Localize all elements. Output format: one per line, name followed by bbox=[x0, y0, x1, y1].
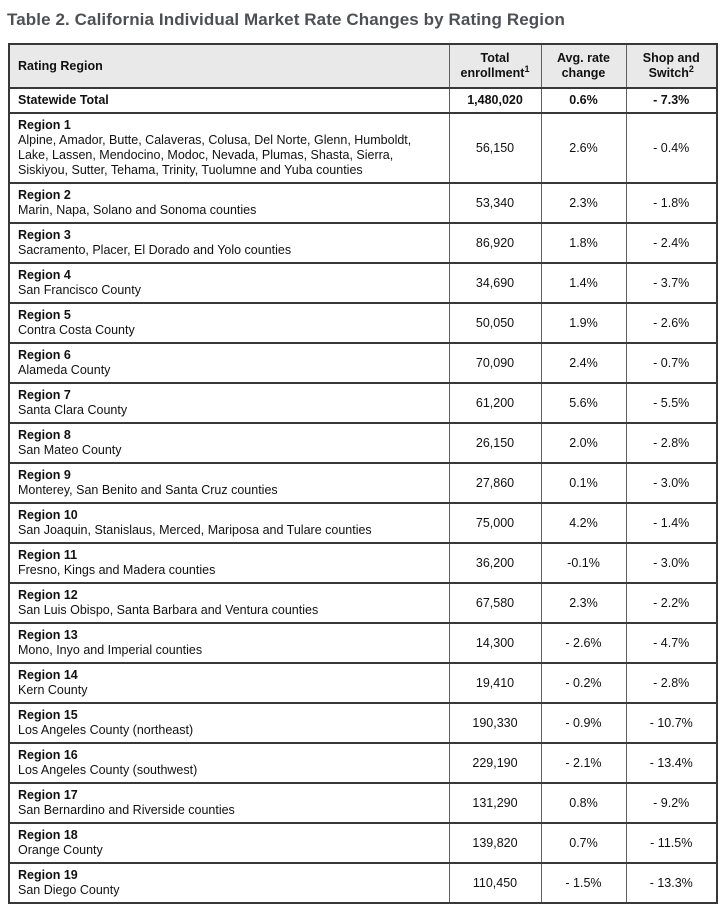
region-name: Region 3 bbox=[18, 228, 71, 242]
table-row bbox=[9, 343, 717, 383]
footnote-marker-2: 2 bbox=[688, 63, 694, 74]
region-counties: Marin, Napa, Solano and Sonoma counties bbox=[18, 203, 257, 217]
region-name: Region 6 bbox=[18, 348, 71, 362]
enrollment-value: 229,190 bbox=[449, 743, 541, 783]
enrollment-value: 14,300 bbox=[449, 623, 541, 663]
region-name: Region 18 bbox=[18, 828, 78, 842]
region-cell bbox=[9, 503, 449, 543]
table-row bbox=[9, 303, 717, 343]
shop-switch-value: - 3.7% bbox=[626, 263, 717, 303]
region-counties: Sacramento, Placer, El Dorado and Yolo counties bbox=[18, 243, 292, 257]
shop-switch-value: - 10.7% bbox=[626, 703, 717, 743]
rate-change-value: - 2.1% bbox=[541, 743, 626, 783]
table-row bbox=[9, 88, 717, 113]
region-counties: Contra Costa County bbox=[18, 323, 135, 337]
region-counties: San Mateo County bbox=[18, 443, 122, 457]
region-name: Region 13 bbox=[18, 628, 78, 642]
region-counties: Los Angeles County (southwest) bbox=[18, 763, 198, 777]
table-row bbox=[9, 263, 717, 303]
region-cell bbox=[9, 463, 449, 503]
enrollment-value: 190,330 bbox=[449, 703, 541, 743]
region-name: Region 10 bbox=[18, 508, 78, 522]
region-name: Statewide Total bbox=[18, 93, 109, 107]
footnote-marker-1: 1 bbox=[524, 63, 530, 74]
region-name: Region 7 bbox=[18, 388, 71, 402]
header-rate-line2: change bbox=[561, 66, 606, 80]
shop-switch-value: - 2.2% bbox=[626, 583, 717, 623]
region-cell bbox=[9, 223, 449, 263]
region-cell bbox=[9, 823, 449, 863]
table-row bbox=[9, 543, 717, 583]
rate-change-value: - 0.9% bbox=[541, 703, 626, 743]
region-name: Region 4 bbox=[18, 268, 71, 282]
enrollment-value: 70,090 bbox=[449, 343, 541, 383]
region-counties: Orange County bbox=[18, 843, 103, 857]
rate-change-value: 0.7% bbox=[541, 823, 626, 863]
table-row bbox=[9, 863, 717, 903]
rate-changes-table bbox=[8, 43, 718, 904]
header-row bbox=[9, 44, 717, 88]
table-row bbox=[9, 463, 717, 503]
enrollment-value: 50,050 bbox=[449, 303, 541, 343]
region-name: Region 1 bbox=[18, 118, 71, 132]
header-enrollment-line2: enrollment bbox=[460, 66, 525, 80]
region-counties: Monterey, San Benito and Santa Cruz counties bbox=[18, 483, 278, 497]
rate-change-value: 0.6% bbox=[541, 88, 626, 113]
table-row bbox=[9, 183, 717, 223]
enrollment-value: 86,920 bbox=[449, 223, 541, 263]
region-name: Region 11 bbox=[18, 548, 78, 562]
shop-switch-value: - 0.7% bbox=[626, 343, 717, 383]
region-counties: Fresno, Kings and Madera counties bbox=[18, 563, 216, 577]
shop-switch-value: - 2.4% bbox=[626, 223, 717, 263]
region-cell bbox=[9, 343, 449, 383]
shop-switch-value: - 3.0% bbox=[626, 543, 717, 583]
region-cell bbox=[9, 863, 449, 903]
region-counties: Los Angeles County (northeast) bbox=[18, 723, 194, 737]
enrollment-value: 61,200 bbox=[449, 383, 541, 423]
region-cell bbox=[9, 623, 449, 663]
region-counties: Kern County bbox=[18, 683, 88, 697]
region-counties: Alpine, Amador, Butte, Calaveras, Colusa, Del Norte, Glenn, Humboldt, Lake, Lassen, Mendocino, Modoc, Nevada, Plumas, Shasta, Sierra, Siskiyou, Sutter, Tehama, Trinity, Tuolumne and Yuba counties bbox=[18, 133, 412, 177]
table-row bbox=[9, 113, 717, 183]
enrollment-value: 19,410 bbox=[449, 663, 541, 703]
shop-switch-value: - 9.2% bbox=[626, 783, 717, 823]
shop-switch-value: - 3.0% bbox=[626, 463, 717, 503]
region-counties: Alameda County bbox=[18, 363, 111, 377]
rate-change-value: 4.2% bbox=[541, 503, 626, 543]
region-cell bbox=[9, 423, 449, 463]
region-name: Region 15 bbox=[18, 708, 78, 722]
enrollment-value: 67,580 bbox=[449, 583, 541, 623]
shop-switch-value: - 1.8% bbox=[626, 183, 717, 223]
header-total-enrollment bbox=[449, 44, 541, 88]
rate-change-value: 2.6% bbox=[541, 113, 626, 183]
enrollment-value: 75,000 bbox=[449, 503, 541, 543]
region-cell bbox=[9, 303, 449, 343]
header-shop-line2: Switch bbox=[648, 66, 689, 80]
shop-switch-value: - 1.4% bbox=[626, 503, 717, 543]
enrollment-value: 27,860 bbox=[449, 463, 541, 503]
enrollment-value: 36,200 bbox=[449, 543, 541, 583]
rate-change-value: - 2.6% bbox=[541, 623, 626, 663]
enrollment-value: 139,820 bbox=[449, 823, 541, 863]
rate-change-value: 2.3% bbox=[541, 583, 626, 623]
table-title: Table 2. California Individual Market Rate Changes by Rating Region bbox=[7, 10, 566, 29]
shop-switch-value: - 0.4% bbox=[626, 113, 717, 183]
region-name: Region 19 bbox=[18, 868, 78, 882]
region-cell bbox=[9, 663, 449, 703]
region-name: Region 17 bbox=[18, 788, 78, 802]
table-row bbox=[9, 223, 717, 263]
region-cell bbox=[9, 543, 449, 583]
shop-switch-value: - 4.7% bbox=[626, 623, 717, 663]
table-row bbox=[9, 823, 717, 863]
shop-switch-value: - 13.3% bbox=[626, 863, 717, 903]
rate-change-value: 5.6% bbox=[541, 383, 626, 423]
region-cell bbox=[9, 583, 449, 623]
enrollment-value: 26,150 bbox=[449, 423, 541, 463]
region-counties: San Luis Obispo, Santa Barbara and Ventura counties bbox=[18, 603, 319, 617]
header-avg-rate-change bbox=[541, 44, 626, 88]
table-body bbox=[9, 88, 717, 903]
rate-change-value: 2.3% bbox=[541, 183, 626, 223]
region-counties: San Diego County bbox=[18, 883, 120, 897]
region-name: Region 2 bbox=[18, 188, 71, 202]
shop-switch-value: - 5.5% bbox=[626, 383, 717, 423]
region-cell bbox=[9, 113, 449, 183]
region-cell bbox=[9, 88, 449, 113]
rate-change-value: 2.4% bbox=[541, 343, 626, 383]
rate-change-value: -0.1% bbox=[541, 543, 626, 583]
table-row bbox=[9, 743, 717, 783]
table-row bbox=[9, 583, 717, 623]
enrollment-value: 53,340 bbox=[449, 183, 541, 223]
region-counties: Mono, Inyo and Imperial counties bbox=[18, 643, 203, 657]
rate-change-value: 1.4% bbox=[541, 263, 626, 303]
shop-switch-value: - 7.3% bbox=[626, 88, 717, 113]
region-counties: San Joaquin, Stanislaus, Merced, Mariposa and Tulare counties bbox=[18, 523, 372, 537]
region-counties: San Bernardino and Riverside counties bbox=[18, 803, 235, 817]
rate-change-value: 0.8% bbox=[541, 783, 626, 823]
region-counties: San Francisco County bbox=[18, 283, 141, 297]
table-row bbox=[9, 503, 717, 543]
region-name: Region 8 bbox=[18, 428, 71, 442]
header-shop-and-switch bbox=[626, 44, 717, 88]
table-row bbox=[9, 383, 717, 423]
shop-switch-value: - 2.6% bbox=[626, 303, 717, 343]
shop-switch-value: - 2.8% bbox=[626, 663, 717, 703]
region-name: Region 16 bbox=[18, 748, 78, 762]
enrollment-value: 34,690 bbox=[449, 263, 541, 303]
header-shop-line1: Shop and bbox=[642, 51, 700, 65]
rate-change-value: 0.1% bbox=[541, 463, 626, 503]
enrollment-value: 1,480,020 bbox=[449, 88, 541, 113]
shop-switch-value: - 13.4% bbox=[626, 743, 717, 783]
table-row bbox=[9, 623, 717, 663]
region-name: Region 12 bbox=[18, 588, 78, 602]
rate-change-value: 1.8% bbox=[541, 223, 626, 263]
region-name: Region 9 bbox=[18, 468, 71, 482]
table-row bbox=[9, 423, 717, 463]
region-cell bbox=[9, 743, 449, 783]
region-cell bbox=[9, 383, 449, 423]
shop-switch-value: - 11.5% bbox=[626, 823, 717, 863]
rate-change-value: - 1.5% bbox=[541, 863, 626, 903]
rate-change-value: 2.0% bbox=[541, 423, 626, 463]
shop-switch-value: - 2.8% bbox=[626, 423, 717, 463]
rate-change-value: - 0.2% bbox=[541, 663, 626, 703]
enrollment-value: 110,450 bbox=[449, 863, 541, 903]
table-row bbox=[9, 703, 717, 743]
region-cell bbox=[9, 183, 449, 223]
enrollment-value: 131,290 bbox=[449, 783, 541, 823]
region-cell bbox=[9, 263, 449, 303]
rate-change-value: 1.9% bbox=[541, 303, 626, 343]
header-rating-region: Rating Region bbox=[9, 44, 449, 88]
table-row bbox=[9, 783, 717, 823]
region-cell bbox=[9, 783, 449, 823]
table-row bbox=[9, 663, 717, 703]
region-counties: Santa Clara County bbox=[18, 403, 128, 417]
region-name: Region 14 bbox=[18, 668, 78, 682]
header-rate-line1: Avg. rate bbox=[556, 51, 611, 65]
header-enrollment-line1: Total bbox=[480, 51, 510, 65]
enrollment-value: 56,150 bbox=[449, 113, 541, 183]
region-name: Region 5 bbox=[18, 308, 71, 322]
region-cell bbox=[9, 703, 449, 743]
